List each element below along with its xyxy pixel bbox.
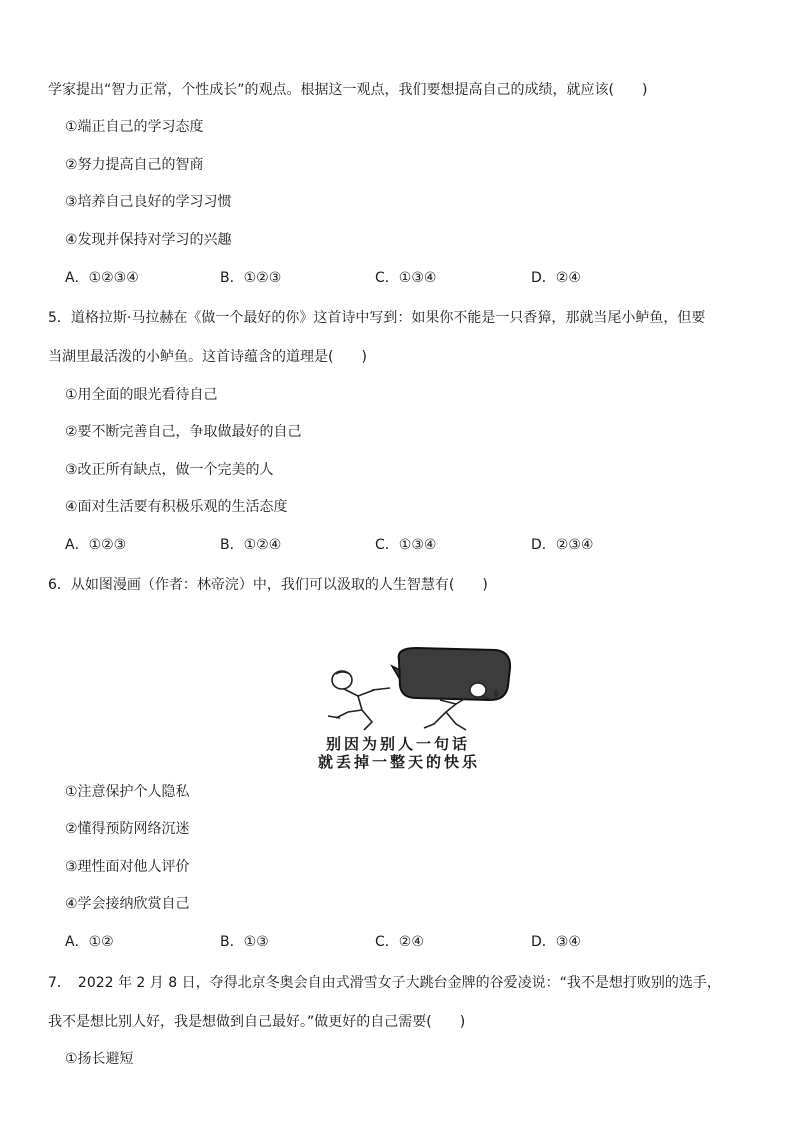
q6-option-4: ④学会接纳欣赏自己 — [65, 896, 190, 912]
q5-option-2: ②要不断完善自己，争取做最好的自己 — [65, 424, 302, 440]
q5-choice-b: B．①②④ — [220, 537, 282, 553]
q5-option-1: ①用全面的眼光看待自己 — [65, 387, 218, 403]
q5-choice-d: D．②③④ — [531, 537, 594, 553]
q5-stem-line1: 5．道格拉斯·马拉赫在《做一个最好的你》这首诗中写到：如果你不能是一只香獐，那就当尾小鲈鱼，但要 — [48, 310, 706, 326]
q5-stem-line2: 当湖里最活泼的小鲈鱼。这首诗蕴含的道理是( ) — [48, 349, 367, 365]
q6-option-2: ②懂得预防网络沉迷 — [65, 821, 190, 837]
q4-option-1: ①端正自己的学习态度 — [65, 119, 204, 135]
q6-choice-a: A．①② — [65, 934, 114, 950]
comic-caption-line1: 别因为别人一句话 — [326, 735, 471, 753]
q6-choice-d: D．③④ — [531, 934, 581, 950]
q6-choice-c: C．②④ — [375, 934, 424, 950]
q5-choice-c: C．①③④ — [375, 537, 437, 553]
q5-option-3: ③改正所有缺点，做一个完美的人 — [65, 462, 274, 478]
q4-choice-c: C．①③④ — [375, 270, 437, 286]
q6-option-1: ①注意保护个人隐私 — [65, 784, 190, 800]
q4-choice-b: B．①②③ — [220, 270, 282, 286]
q5-choice-a: A．①②③ — [65, 537, 127, 553]
q4-option-3: ③培养自己良好的学习习惯 — [65, 194, 232, 210]
q6-choice-b: B．①③ — [220, 934, 269, 950]
q5-option-4: ④面对生活要有积极乐观的生活态度 — [65, 499, 288, 515]
q4-choice-d: D．②④ — [531, 270, 581, 286]
q4-stem-tail: 学家提出“智力正常，个性成长”的观点。根据这一观点，我们要想提高自己的成绩，就应该( ) — [48, 82, 648, 98]
comic-caption-line2: 就丢掉一整天的快乐 — [318, 753, 481, 771]
q4-option-2: ②努力提高自己的智商 — [65, 157, 204, 173]
q6-stem: 6．从如图漫画（作者：林帝浣）中，我们可以汲取的人生智慧有( ) — [48, 577, 488, 593]
q7-option-1: ①扬长避短 — [65, 1051, 134, 1067]
q7-stem-line2: 我不是想比别人好，我是想做到自己最好。”做更好的自己需要( ) — [48, 1014, 466, 1030]
q4-choice-a: A．①②③④ — [65, 270, 139, 286]
q6-option-3: ③理性面对他人评价 — [65, 859, 190, 875]
q7-stem-line1: 7． 2022 年 2 月 8 日，夺得北京冬奥会自由式滑雪女子大跳台金牌的谷爱凌说：“我不是想打败别的选手， — [48, 975, 721, 991]
q4-option-4: ④发现并保持对学习的兴趣 — [65, 232, 232, 248]
